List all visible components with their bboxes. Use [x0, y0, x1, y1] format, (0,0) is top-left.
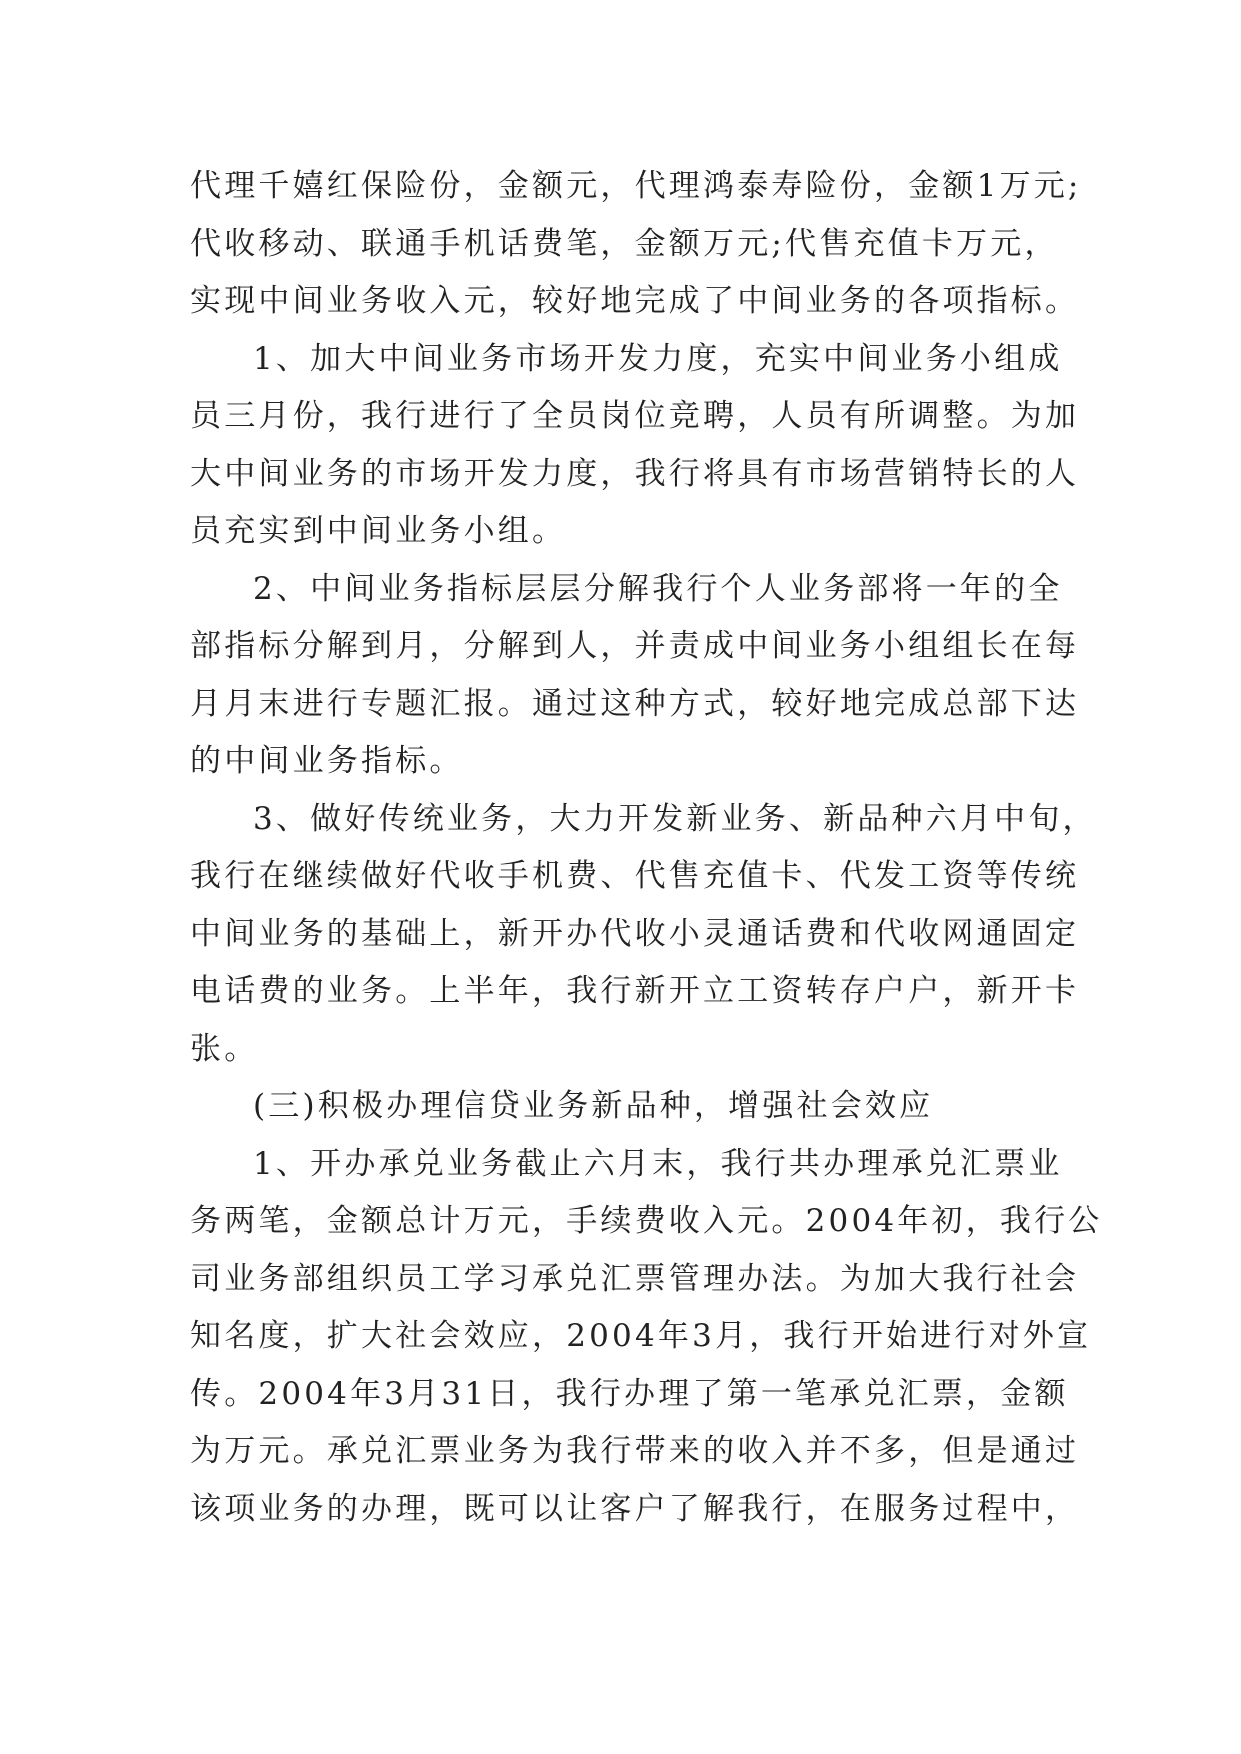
- text-line: 张。: [190, 1030, 259, 1067]
- text-line: 大中间业务的市场开发力度，我行将具有市场营销特长的人: [190, 455, 1080, 492]
- text-line: 为万元。承兑汇票业务为我行带来的收入并不多，但是通过: [190, 1433, 1080, 1469]
- text-line: 月月末进行专题汇报。通过这种方式，较好地完成总部下达: [190, 685, 1080, 722]
- body-text: [190, 158, 1103, 1538]
- text-line: 电话费的业务。上半年，我行新开立工资转存户户，新开卡: [190, 973, 1080, 1009]
- text-line: 传。2004年3月31日，我行办理了第一笔承兑汇票，金额: [190, 1375, 1069, 1412]
- paragraph-start-line: 3、做好传统业务，大力开发新业务、新品种六月中旬，: [253, 800, 1097, 837]
- text-line: 我行在继续做好代收手机费、代售充值卡、代发工资等传统: [190, 858, 1080, 894]
- text-line: 代理千嬉红保险份，金额元，代理鸿泰寿险份，金额1万元;: [190, 168, 1082, 204]
- paragraph-start-line: 2、中间业务指标层层分解我行个人业务部将一年的全: [253, 570, 1063, 607]
- text-line: 员三月份，我行进行了全员岗位竞聘，人员有所调整。为加: [190, 398, 1080, 434]
- text-line: 部指标分解到月，分解到人，并责成中间业务小组组长在每: [190, 628, 1080, 664]
- paragraph-start-line: 1、开办承兑业务截止六月末，我行共办理承兑汇票业: [253, 1145, 1063, 1182]
- text-line: 代收移动、联通手机话费笔，金额万元;代售充值卡万元，: [190, 225, 1059, 262]
- text-line: 知名度，扩大社会效应，2004年3月，我行开始进行对外宣: [190, 1318, 1092, 1354]
- text-line: 该项业务的办理，既可以让客户了解我行，在服务过程中，: [190, 1490, 1080, 1527]
- text-line: 司业务部组织员工学习承兑汇票管理办法。为加大我行社会: [190, 1260, 1080, 1297]
- text-line: 中间业务的基础上，新开办代收小灵通话费和代收网通固定: [190, 915, 1080, 952]
- text-line: 务两笔，金额总计万元，手续费收入元。2004年初，我行公: [190, 1203, 1103, 1239]
- section-heading: (三)积极办理信贷业务新品种，增强社会效应: [253, 1088, 934, 1124]
- paragraph-start-line: 1、加大中间业务市场开发力度，充实中间业务小组成: [253, 340, 1063, 377]
- text-line: 实现中间业务收入元，较好地完成了中间业务的各项指标。: [190, 283, 1080, 319]
- text-line: 员充实到中间业务小组。: [190, 513, 567, 549]
- text-line: 的中间业务指标。: [190, 743, 464, 779]
